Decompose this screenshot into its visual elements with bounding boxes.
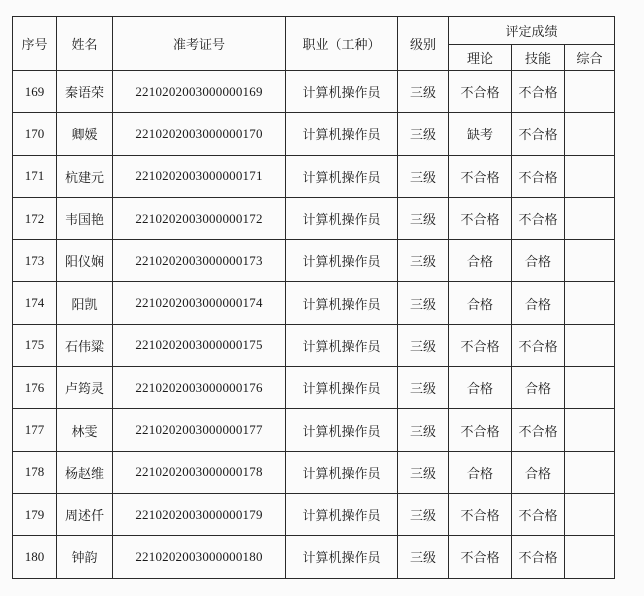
cell-theory: 不合格 [449, 324, 512, 366]
cell-skill: 不合格 [512, 493, 565, 535]
cell-skill: 合格 [512, 451, 565, 493]
table-row [13, 240, 615, 282]
cell-name: 卿媛 [57, 113, 113, 155]
header-occupation: 职业（工种） [286, 17, 398, 71]
cell-name: 钟韵 [57, 536, 113, 578]
cell-cert: 2210202003000000170 [113, 113, 286, 155]
cell-name: 周述仟 [57, 493, 113, 535]
cell-name: 林雯 [57, 409, 113, 451]
table-row [13, 197, 615, 239]
cell-occupation: 计算机操作员 [286, 409, 398, 451]
table-row [13, 71, 615, 113]
cell-seq: 177 [13, 409, 57, 451]
cell-name: 阳凯 [57, 282, 113, 324]
cell-level: 三级 [398, 113, 449, 155]
cell-seq: 179 [13, 493, 57, 535]
cell-theory: 缺考 [449, 113, 512, 155]
table-row [13, 282, 615, 324]
cell-theory: 不合格 [449, 409, 512, 451]
cell-occupation: 计算机操作员 [286, 367, 398, 409]
cell-seq: 169 [13, 71, 57, 113]
cell-level: 三级 [398, 240, 449, 282]
header-seq: 序号 [13, 17, 57, 71]
cell-cert: 2210202003000000172 [113, 197, 286, 239]
cell-name: 韦国艳 [57, 197, 113, 239]
cell-cert: 2210202003000000173 [113, 240, 286, 282]
cell-seq: 172 [13, 197, 57, 239]
cell-cert: 2210202003000000178 [113, 451, 286, 493]
cell-theory: 合格 [449, 451, 512, 493]
cell-level: 三级 [398, 155, 449, 197]
cell-seq: 174 [13, 282, 57, 324]
header-overall: 综合 [565, 45, 615, 71]
cell-skill: 合格 [512, 367, 565, 409]
cell-overall [565, 324, 615, 366]
header-skill: 技能 [512, 45, 565, 71]
cell-occupation: 计算机操作员 [286, 155, 398, 197]
cell-level: 三级 [398, 536, 449, 578]
cell-seq: 175 [13, 324, 57, 366]
header-theory: 理论 [449, 45, 512, 71]
table-row [13, 113, 615, 155]
cell-skill: 不合格 [512, 536, 565, 578]
cell-level: 三级 [398, 282, 449, 324]
table-row [13, 493, 615, 535]
table-row [13, 409, 615, 451]
cell-overall [565, 155, 615, 197]
cell-occupation: 计算机操作员 [286, 197, 398, 239]
cell-occupation: 计算机操作员 [286, 493, 398, 535]
cell-cert: 2210202003000000180 [113, 536, 286, 578]
cell-skill: 不合格 [512, 155, 565, 197]
header-level: 级别 [398, 17, 449, 71]
cell-occupation: 计算机操作员 [286, 536, 398, 578]
cell-name: 石伟粱 [57, 324, 113, 366]
table-header [13, 17, 615, 71]
cell-overall [565, 409, 615, 451]
cell-seq: 176 [13, 367, 57, 409]
cell-theory: 合格 [449, 282, 512, 324]
cell-occupation: 计算机操作员 [286, 240, 398, 282]
cell-cert: 2210202003000000179 [113, 493, 286, 535]
cell-theory: 不合格 [449, 71, 512, 113]
table-row [13, 324, 615, 366]
cell-occupation: 计算机操作员 [286, 282, 398, 324]
cell-occupation: 计算机操作员 [286, 324, 398, 366]
cell-overall [565, 71, 615, 113]
cell-skill: 合格 [512, 282, 565, 324]
cell-theory: 不合格 [449, 493, 512, 535]
cell-seq: 180 [13, 536, 57, 578]
cell-level: 三级 [398, 409, 449, 451]
cell-cert: 2210202003000000175 [113, 324, 286, 366]
cell-skill: 合格 [512, 240, 565, 282]
cell-cert: 2210202003000000169 [113, 71, 286, 113]
cell-level: 三级 [398, 493, 449, 535]
cell-overall [565, 493, 615, 535]
cell-seq: 170 [13, 113, 57, 155]
cell-skill: 不合格 [512, 197, 565, 239]
cell-occupation: 计算机操作员 [286, 113, 398, 155]
cell-cert: 2210202003000000176 [113, 367, 286, 409]
cell-overall [565, 197, 615, 239]
cell-cert: 2210202003000000177 [113, 409, 286, 451]
header-name: 姓名 [57, 17, 113, 71]
cell-seq: 171 [13, 155, 57, 197]
cell-seq: 178 [13, 451, 57, 493]
cell-skill: 不合格 [512, 113, 565, 155]
cell-overall [565, 240, 615, 282]
cell-seq: 173 [13, 240, 57, 282]
score-table [12, 16, 615, 579]
header-cert: 准考证号 [113, 17, 286, 71]
table-row [13, 451, 615, 493]
header-assessment: 评定成绩 [449, 17, 615, 45]
table-row [13, 536, 615, 578]
table-body [13, 71, 615, 579]
cell-occupation: 计算机操作员 [286, 71, 398, 113]
cell-level: 三级 [398, 367, 449, 409]
cell-level: 三级 [398, 71, 449, 113]
cell-occupation: 计算机操作员 [286, 451, 398, 493]
cell-level: 三级 [398, 197, 449, 239]
cell-overall [565, 282, 615, 324]
cell-cert: 2210202003000000174 [113, 282, 286, 324]
cell-skill: 不合格 [512, 71, 565, 113]
cell-overall [565, 367, 615, 409]
cell-overall [565, 113, 615, 155]
cell-name: 阳仪娴 [57, 240, 113, 282]
cell-overall [565, 536, 615, 578]
cell-skill: 不合格 [512, 324, 565, 366]
cell-name: 秦语荣 [57, 71, 113, 113]
cell-theory: 不合格 [449, 536, 512, 578]
cell-name: 卢筠灵 [57, 367, 113, 409]
cell-level: 三级 [398, 451, 449, 493]
cell-name: 杨赵维 [57, 451, 113, 493]
cell-overall [565, 451, 615, 493]
cell-theory: 不合格 [449, 197, 512, 239]
table-row [13, 155, 615, 197]
cell-name: 杭建元 [57, 155, 113, 197]
table-row [13, 367, 615, 409]
cell-level: 三级 [398, 324, 449, 366]
cell-theory: 不合格 [449, 155, 512, 197]
cell-theory: 合格 [449, 367, 512, 409]
cell-cert: 2210202003000000171 [113, 155, 286, 197]
cell-skill: 不合格 [512, 409, 565, 451]
cell-theory: 合格 [449, 240, 512, 282]
